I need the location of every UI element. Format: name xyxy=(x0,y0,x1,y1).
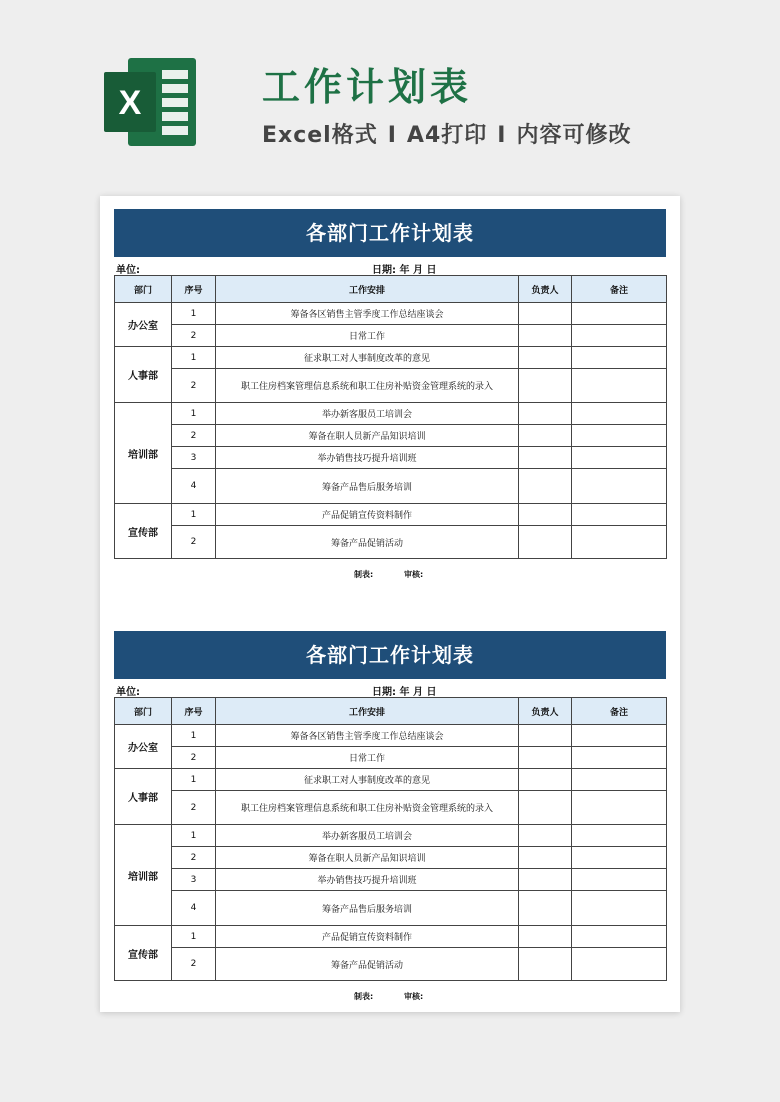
column-header-dept: 部门 xyxy=(115,276,172,303)
owner-cell[interactable] xyxy=(519,791,572,825)
seq-cell: 2 xyxy=(172,747,216,769)
table-row xyxy=(115,369,667,403)
task-cell: 筹备各区销售主管季度工作总结座谈会 xyxy=(216,725,519,747)
column-header-no: 序号 xyxy=(172,698,216,725)
seq-cell: 1 xyxy=(172,504,216,526)
owner-cell[interactable] xyxy=(519,926,572,948)
table-row xyxy=(115,504,667,526)
seq-cell: 2 xyxy=(172,791,216,825)
dept-cell: 宣传部 xyxy=(115,504,172,559)
task-cell: 筹备产品促销活动 xyxy=(216,948,519,981)
excel-logo-icon xyxy=(100,56,200,148)
task-cell: 职工住房档案管理信息系统和职工住房补贴资金管理系统的录入 xyxy=(216,369,519,403)
remark-cell[interactable] xyxy=(572,747,667,769)
table-row xyxy=(115,725,667,747)
column-header-task: 工作安排 xyxy=(216,698,519,725)
owner-cell[interactable] xyxy=(519,948,572,981)
task-cell: 产品促销宣传资料制作 xyxy=(216,504,519,526)
owner-cell[interactable] xyxy=(519,447,572,469)
owner-cell[interactable] xyxy=(519,325,572,347)
document-sheet xyxy=(100,196,680,1012)
seq-cell: 2 xyxy=(172,369,216,403)
remark-cell[interactable] xyxy=(572,347,667,369)
table-row xyxy=(115,926,667,948)
task-cell: 职工住房档案管理信息系统和职工住房补贴资金管理系统的录入 xyxy=(216,791,519,825)
remark-cell[interactable] xyxy=(572,403,667,425)
seq-cell: 3 xyxy=(172,869,216,891)
table-row xyxy=(115,403,667,425)
table-row xyxy=(115,303,667,325)
owner-cell[interactable] xyxy=(519,891,572,926)
column-header-no: 序号 xyxy=(172,276,216,303)
remark-cell[interactable] xyxy=(572,425,667,447)
plan-form xyxy=(114,631,666,1011)
column-header-remark: 备注 xyxy=(572,276,667,303)
task-cell: 筹备在职人员新产品知识培训 xyxy=(216,847,519,869)
task-cell: 筹备在职人员新产品知识培训 xyxy=(216,425,519,447)
table-row xyxy=(115,791,667,825)
seq-cell: 1 xyxy=(172,303,216,325)
seq-cell: 2 xyxy=(172,847,216,869)
table-row xyxy=(115,425,667,447)
remark-cell[interactable] xyxy=(572,369,667,403)
unit-label: 单位: xyxy=(116,687,140,698)
table-row xyxy=(115,825,667,847)
form-title-bar: 各部门工作计划表 xyxy=(114,631,666,679)
plan-form xyxy=(114,209,666,589)
task-cell: 产品促销宣传资料制作 xyxy=(216,926,519,948)
maker-label: 制表: xyxy=(354,570,374,579)
task-cell: 举办销售技巧提升培训班 xyxy=(216,869,519,891)
remark-cell[interactable] xyxy=(572,891,667,926)
owner-cell[interactable] xyxy=(519,369,572,403)
dept-cell: 宣传部 xyxy=(115,926,172,981)
reviewer-label: 审核: xyxy=(404,992,424,1001)
remark-cell[interactable] xyxy=(572,303,667,325)
table-row xyxy=(115,469,667,504)
task-cell: 举办新客服员工培训会 xyxy=(216,825,519,847)
table-row xyxy=(115,347,667,369)
owner-cell[interactable] xyxy=(519,747,572,769)
table-row xyxy=(115,869,667,891)
reviewer-label: 审核: xyxy=(404,570,424,579)
task-cell: 征求职工对人事制度改革的意见 xyxy=(216,769,519,791)
task-cell: 筹备产品售后服务培训 xyxy=(216,469,519,504)
meta-row xyxy=(114,679,666,697)
owner-cell[interactable] xyxy=(519,303,572,325)
seq-cell: 1 xyxy=(172,769,216,791)
table-row xyxy=(115,769,667,791)
table-header-row xyxy=(115,276,667,303)
owner-cell[interactable] xyxy=(519,769,572,791)
unit-label: 单位: xyxy=(116,265,140,276)
column-header-dept: 部门 xyxy=(115,698,172,725)
signature-row xyxy=(114,559,666,589)
owner-cell[interactable] xyxy=(519,526,572,559)
page-header xyxy=(0,0,780,190)
table-header-row xyxy=(115,698,667,725)
svg-text:X: X xyxy=(118,84,142,122)
owner-cell[interactable] xyxy=(519,825,572,847)
column-header-owner: 负责人 xyxy=(519,698,572,725)
remark-cell[interactable] xyxy=(572,526,667,559)
owner-cell[interactable] xyxy=(519,403,572,425)
seq-cell: 3 xyxy=(172,447,216,469)
owner-cell[interactable] xyxy=(519,869,572,891)
seq-cell: 1 xyxy=(172,403,216,425)
seq-cell: 1 xyxy=(172,347,216,369)
task-cell: 筹备产品售后服务培训 xyxy=(216,891,519,926)
table-row xyxy=(115,325,667,347)
table-row xyxy=(115,747,667,769)
remark-cell[interactable] xyxy=(572,825,667,847)
owner-cell[interactable] xyxy=(519,847,572,869)
remark-cell[interactable] xyxy=(572,725,667,747)
seq-cell: 1 xyxy=(172,926,216,948)
column-header-task: 工作安排 xyxy=(216,276,519,303)
signature-row xyxy=(114,981,666,1011)
dept-cell: 办公室 xyxy=(115,303,172,347)
table-row xyxy=(115,447,667,469)
owner-cell[interactable] xyxy=(519,347,572,369)
remark-cell[interactable] xyxy=(572,926,667,948)
dept-cell: 人事部 xyxy=(115,347,172,403)
table-row xyxy=(115,948,667,981)
owner-cell[interactable] xyxy=(519,425,572,447)
seq-cell: 2 xyxy=(172,526,216,559)
plan-table xyxy=(114,275,667,559)
remark-cell[interactable] xyxy=(572,504,667,526)
remark-cell[interactable] xyxy=(572,847,667,869)
task-cell: 征求职工对人事制度改革的意见 xyxy=(216,347,519,369)
page-title: 工作计划表 xyxy=(262,65,473,109)
task-cell: 举办销售技巧提升培训班 xyxy=(216,447,519,469)
date-label: 日期: 年 月 日 xyxy=(372,265,437,276)
plan-table xyxy=(114,697,667,981)
remark-cell[interactable] xyxy=(572,869,667,891)
meta-row xyxy=(114,257,666,275)
remark-cell[interactable] xyxy=(572,769,667,791)
dept-cell: 培训部 xyxy=(115,825,172,926)
column-header-owner: 负责人 xyxy=(519,276,572,303)
remark-cell[interactable] xyxy=(572,469,667,504)
seq-cell: 1 xyxy=(172,725,216,747)
task-cell: 日常工作 xyxy=(216,325,519,347)
seq-cell: 1 xyxy=(172,825,216,847)
dept-cell: 培训部 xyxy=(115,403,172,504)
seq-cell: 2 xyxy=(172,325,216,347)
page-subtitle: Excel格式 I A4打印 I 内容可修改 xyxy=(262,123,632,148)
owner-cell[interactable] xyxy=(519,504,572,526)
form-title-bar: 各部门工作计划表 xyxy=(114,209,666,257)
maker-label: 制表: xyxy=(354,992,374,1001)
remark-cell[interactable] xyxy=(572,948,667,981)
remark-cell[interactable] xyxy=(572,447,667,469)
task-cell: 筹备产品促销活动 xyxy=(216,526,519,559)
dept-cell: 办公室 xyxy=(115,725,172,769)
seq-cell: 4 xyxy=(172,469,216,504)
task-cell: 举办新客服员工培训会 xyxy=(216,403,519,425)
dept-cell: 人事部 xyxy=(115,769,172,825)
seq-cell: 2 xyxy=(172,948,216,981)
table-row xyxy=(115,847,667,869)
seq-cell: 4 xyxy=(172,891,216,926)
task-cell: 日常工作 xyxy=(216,747,519,769)
table-row xyxy=(115,891,667,926)
date-label: 日期: 年 月 日 xyxy=(372,687,437,698)
seq-cell: 2 xyxy=(172,425,216,447)
owner-cell[interactable] xyxy=(519,469,572,504)
owner-cell[interactable] xyxy=(519,725,572,747)
column-header-remark: 备注 xyxy=(572,698,667,725)
remark-cell[interactable] xyxy=(572,325,667,347)
task-cell: 筹备各区销售主管季度工作总结座谈会 xyxy=(216,303,519,325)
table-row xyxy=(115,526,667,559)
remark-cell[interactable] xyxy=(572,791,667,825)
